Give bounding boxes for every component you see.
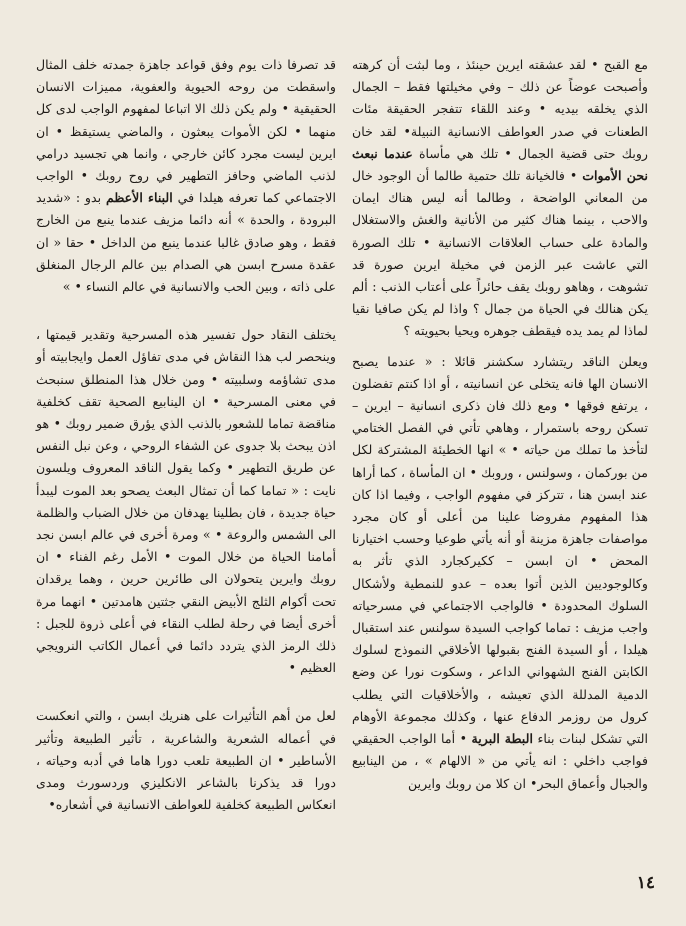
paragraph: يختلف النقاد حول تفسير هذه المسرحية وتقدير قيمتها ، وينحصر لب هذا النقاش في مدى تفاؤل العمل وايجابيته أو مدى تشاؤمه وسلبيته • ومن خلال هذا المنطلق سنبحث في معنى المسرحية • ان الينابيع الصحية تقف كخلفية مناقضة تماما للشعور بالذنب الذي يؤرق ضمير روبك • هو اذن يبحث بلا جدوى عن الشفاء الروحي ، وعن نبل النفس عن طريق التطهير • وكما يقول الناقد المعروف ويلسون نايت : « تماما كما أن تمثال البعث يصحو بعد الموت ليبدأ حياة جديدة ، فان بطلينا يهدفان من خلال الضباب والظلمة الى الشمس والروعة • » ومرة أخرى في عالم ابسن نجد أمامنا الحياة من خلال الموت • الأمل رغم الفناء • ان روبك وايرين يتحولان الى طائرين حرين ، وهما يرقدان تحت أكوام الثلج الأبيض النقي جثتين هامدتين • انهما مرة أخرى أيضا في رحلة لطلب النقاء في أعلى ذروة للجبل : ذلك الرمز الذي يتردد دائما في أعمال الكاتب النرويجي العظيم • bbox=[36, 327, 336, 676]
text-run: • فالخيانة تلك حتمية طالما أن الوجود خال من المعاني الواضحة ، وطالما أنه ليس هناك ايمان والاحب ، بينما هناك كثير من الأنانية والغش والاستغلال والمادة على حساب العلاقات الانسانية • تلك الصورة التي عاشت عبر الزمن في مخيلة ايرين صورة قد تشوهت ، وهاهو روبك يقف حائراً على أعتاب الذنب : ألم يكن هنالك في الحياة من جمال ؟ واذا لم يكن صافيا نقيا لماذا لم يمد يده فيقطف جوهره ويحيا بحيويته ؟ bbox=[352, 168, 648, 339]
play-title-bold: البناء الأعظم bbox=[105, 190, 173, 206]
text-run: • أما الواجب الحقيقي فواجب داخلي : انه يأتي من « الالهام » ، من الينابيع والجبال وأعماق البحر• ان كلا من روبك وايرين bbox=[352, 731, 648, 791]
paragraph: لعل من أهم التأثيرات على هنريك ابسن ، والتي انعكست في أعماله الشعرية والشاعرية ، تأثير الطبيعة وتأثير الأساطير • ان الطبيعة تلعب دورا هاما في أدبه وحياته ، دورا قد يذكرنا بالشاعر الانكليزي وردسورث ومدى انعكاس الطبيعة كخلفية للعواطف الانسانية في أشعاره• bbox=[36, 708, 336, 813]
paragraph bbox=[36, 54, 336, 298]
play-title-bold: عندما نبعث نحن الأموات bbox=[352, 145, 648, 184]
text-run: قد تصرفا ذات يوم وفق قواعد جاهزة جمدته خلف المثال واسقطت من روحه الحيوية والعفوية، مميزات الانسان الحقيقية • ولم يكن ذلك الا اتباعا لمفهوم الواجب لدى كل منهما • لكن الأموات يبعثون ، والماضي يستيقظ • ان ايرين ليست مجرد كائن خارجي ، وانما هي تجسيد درامي لذنب الماضي وحافز التطهير في روح روبك • الواجب الاجتماعي كما تعرفه هيلدا في bbox=[36, 57, 336, 206]
text-run: مع القبح • لقد عشقته ايرين حينئذ ، وما لبثت أن كرهته وأصبحت عوضاً عن ذلك – وفي مخيلتها فقط – الجمال الذي يخلقه بيديه • وعند اللقاء تتفجر الحقيقة مئات الطعنات في صدر العواطف الانسانية النبيلة• لقد خان روبك حتى قضية الجمال • تلك هي مأساة bbox=[352, 57, 649, 161]
paragraph bbox=[352, 54, 648, 343]
paragraph bbox=[352, 351, 648, 795]
right-text-column bbox=[352, 54, 648, 795]
text-run: ويعلن الناقد ريتشارد سكشنر قائلا : « عندما يصبح الانسان الها فانه يتخلى عن انسانيته ، أو اذا كنتم تفضلون ، يرتفع فوقها • ومع ذلك فان ذكرى انسانية – ايرين – تسكن روحه باستمرار ، وهاهي تأتي في الفصل الختامي لتأخذ ما تملك من حياته • » انها الخطيئة المشتركة لكل من بوركمان ، وسولنس ، وروبك • ان المأساة ، كما أراها عند ابسن هنا ، تتركز في مفهوم الواجب ، وفيما اذا كان هذا المفهوم مفروضا علينا من أعلى أو كان مجرد مواصفات جاهزة مزينة أو أنه يأتي طوعيا وحسب اختيارنا المحض • ان ابسن – ككيركجارد الذي تأثر به وكالوجوديين الذين أتوا بعده – عدو للنمطية ولأشكال السلوك المحدودة • فالواجب الاجتماعي في مسرحياته واجب مزيف : تماما كواجب السيدة سولنس عند استقبال هيلدا ، أو السيدة الفنج بقبولها الأخلاقي النموذج لسلوك الكابتن الفنج الشهواني الداعر ، وسكوت نورا عن وضع الدمية المدللة الذي تعيشه ، والأخلاقيات التي يطلب كرول من روزمر الدفاع عنها ، وكذلك مجموعة الأوهام التي تشكل لبنات بناء bbox=[352, 353, 648, 747]
text-run: بدو : «شديد البرودة ، والحدة » أنه دائما مزيف عندما ينبع من الخارج فقط ، وهو صادق غالبا عندما ينبع من الداخل • حقا « ان عقدة مسرح ابسن هي الصدام بين عالم الرجال المنغلق على ذاته ، وبين الحب والانسانية في عالم النساء • » bbox=[36, 190, 336, 295]
play-title-bold: البطة البرية bbox=[471, 731, 533, 747]
left-text-column bbox=[36, 54, 336, 817]
page-number: ١٤ bbox=[636, 873, 655, 893]
